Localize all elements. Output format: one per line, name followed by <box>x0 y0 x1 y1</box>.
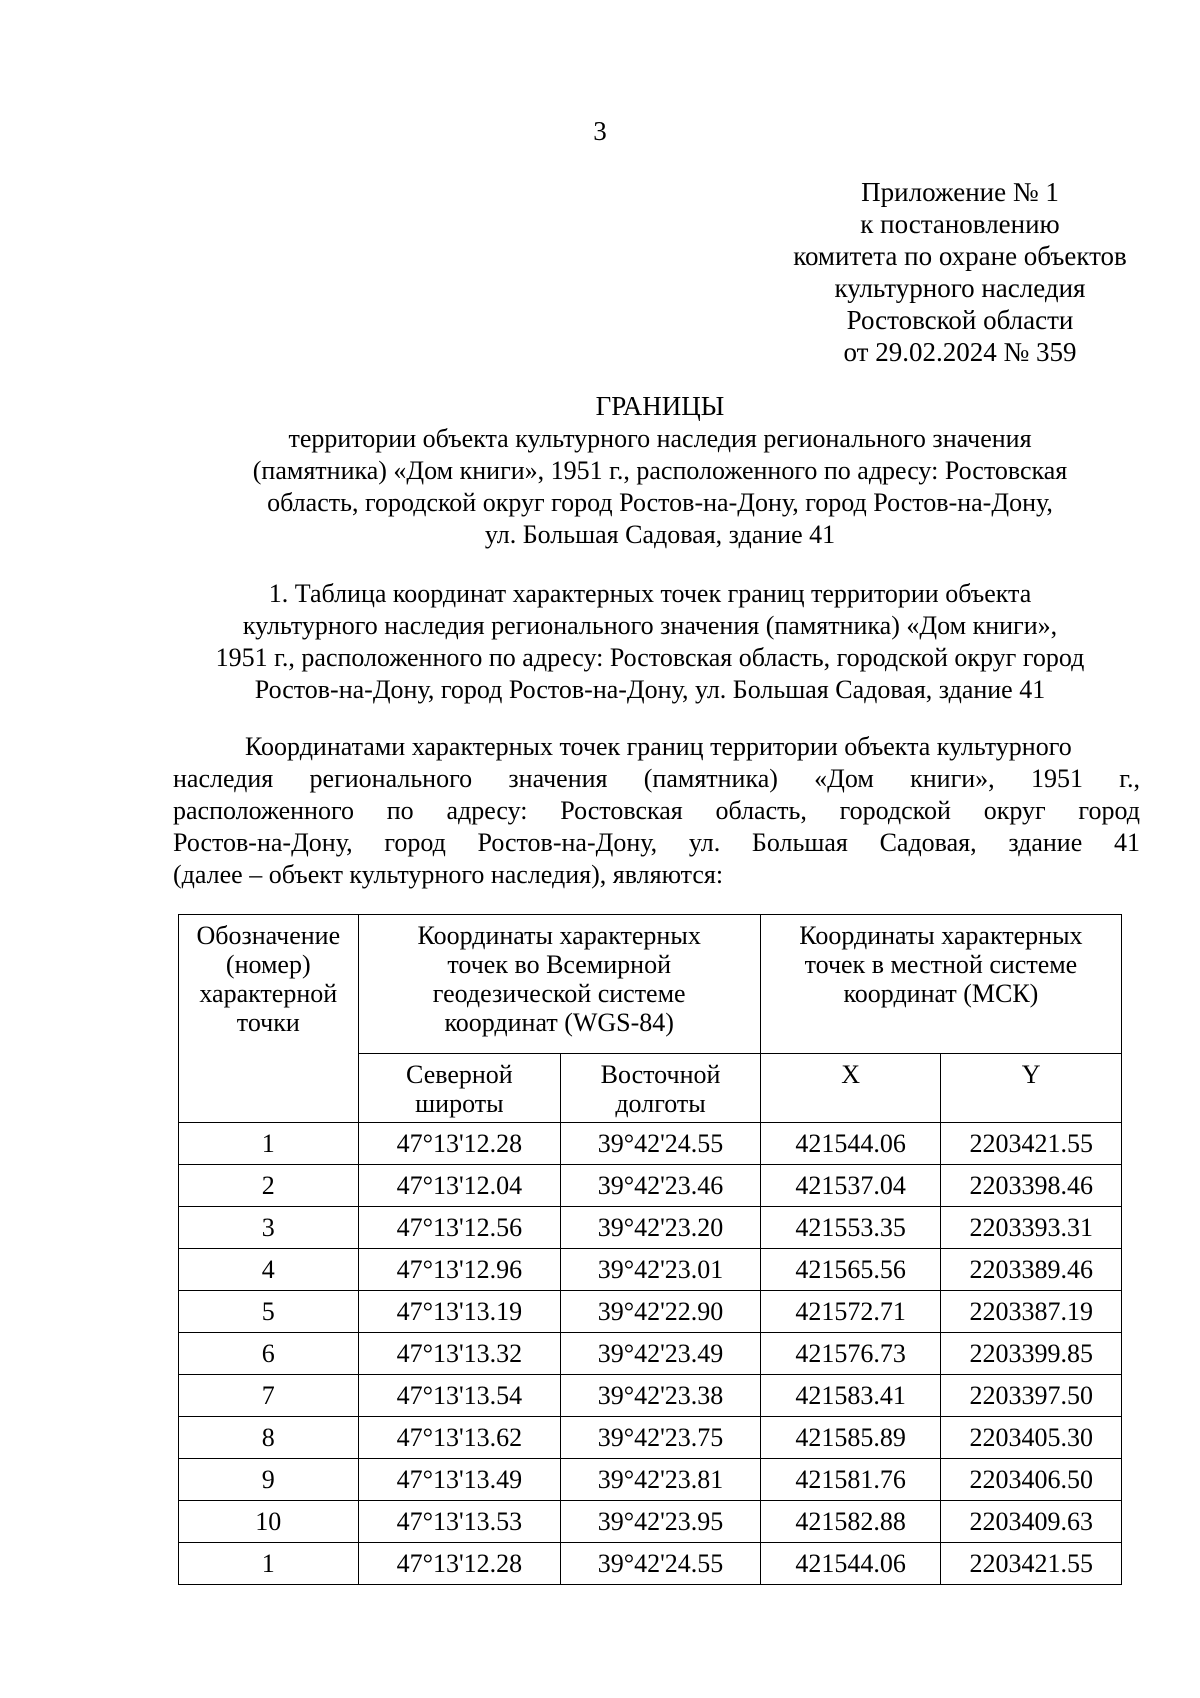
subtitle-line: ул. Большая Садовая, здание 41 <box>484 520 836 549</box>
intro-word: Ростовская <box>560 796 683 825</box>
cell-point: 8 <box>179 1417 359 1459</box>
header-line: Северной <box>406 1060 513 1089</box>
table-row <box>179 1123 1122 1165</box>
document-title: ГРАНИЦЫ <box>595 391 725 421</box>
intro-word: наследия <box>173 764 274 793</box>
cell-y: 2203398.46 <box>941 1165 1122 1207</box>
cell-x: 421544.06 <box>760 1543 941 1585</box>
section-title-line: культурного наследия регионального значения (памятника) «Дом книги», <box>242 611 1058 640</box>
cell-longitude: 39°42'23.75 <box>561 1417 761 1459</box>
cell-point: 9 <box>179 1459 359 1501</box>
intro-line: (далее – объект культурного наследия), являются: <box>173 860 724 889</box>
table-body <box>179 1123 1122 1585</box>
header-x: X <box>760 1054 941 1123</box>
header-longitude <box>561 1054 761 1123</box>
table-row <box>179 1375 1122 1417</box>
cell-latitude: 47°13'12.28 <box>358 1543 561 1585</box>
cell-longitude: 39°42'23.46 <box>561 1165 761 1207</box>
cell-y: 2203393.31 <box>941 1207 1122 1249</box>
cell-x: 421583.41 <box>760 1375 941 1417</box>
cell-latitude: 47°13'13.32 <box>358 1333 561 1375</box>
header-line: Восточной <box>600 1060 721 1089</box>
table-row <box>179 1459 1122 1501</box>
header-line: Координаты характерных <box>417 921 701 950</box>
cell-point: 4 <box>179 1249 359 1291</box>
section-title-line: 1. Таблица координат характерных точек границ территории объекта <box>268 579 1032 608</box>
cell-longitude: 39°42'23.20 <box>561 1207 761 1249</box>
section-title <box>150 578 1150 706</box>
subtitle-line: территории объекта культурного наследия регионального значения <box>288 424 1032 453</box>
intro-word: город <box>1078 796 1140 825</box>
intro-word: Большая <box>751 828 848 857</box>
cell-longitude: 39°42'23.49 <box>561 1333 761 1375</box>
table-row <box>179 1333 1122 1375</box>
cell-point: 3 <box>179 1207 359 1249</box>
cell-x: 421565.56 <box>760 1249 941 1291</box>
cell-longitude: 39°42'24.55 <box>561 1123 761 1165</box>
intro-word: область, <box>715 796 807 825</box>
cell-latitude: 47°13'13.19 <box>358 1291 561 1333</box>
header-line: точек во Всемирной <box>447 950 672 979</box>
cell-x: 421537.04 <box>760 1165 941 1207</box>
subtitle-line: (памятника) «Дом книги», 1951 г., расположенного по адресу: Ростовская <box>252 456 1068 485</box>
cell-x: 421572.71 <box>760 1291 941 1333</box>
cell-x: 421582.88 <box>760 1501 941 1543</box>
document-subtitle <box>180 423 1140 551</box>
header-wgs84 <box>358 915 760 1054</box>
intro-word: значения <box>508 764 608 793</box>
cell-latitude: 47°13'12.04 <box>358 1165 561 1207</box>
intro-line <box>173 827 1140 859</box>
table-row <box>179 1501 1122 1543</box>
cell-latitude: 47°13'12.96 <box>358 1249 561 1291</box>
intro-line <box>173 763 1140 795</box>
cell-longitude: 39°42'24.55 <box>561 1543 761 1585</box>
intro-line: Координатами характерных точек границ территории объекта культурного <box>245 732 1072 761</box>
subtitle-line: область, городской округ город Ростов-на-Дону, город Ростов-на-Дону, <box>267 488 1053 517</box>
cell-y: 2203389.46 <box>941 1249 1122 1291</box>
intro-word: регионального <box>309 764 473 793</box>
table-row <box>179 1291 1122 1333</box>
intro-word: ул. <box>688 828 721 857</box>
page-number: 3 <box>593 116 607 146</box>
cell-longitude: 39°42'23.95 <box>561 1501 761 1543</box>
appendix-line: культурного наследия <box>834 273 1086 303</box>
header-y: Y <box>941 1054 1122 1123</box>
appendix-block <box>730 176 1190 368</box>
header-line: геодезической системе <box>432 979 686 1008</box>
intro-word: Ростов-на-Дону, <box>477 828 658 857</box>
header-line: долготы <box>615 1089 706 1118</box>
header-line: координат (МСК) <box>843 979 1039 1008</box>
intro-word: здание <box>1008 828 1083 857</box>
appendix-line: от 29.02.2024 № 359 <box>843 337 1077 367</box>
cell-x: 421581.76 <box>760 1459 941 1501</box>
header-latitude <box>358 1054 561 1123</box>
intro-word: (памятника) <box>643 764 778 793</box>
cell-y: 2203421.55 <box>941 1543 1122 1585</box>
intro-word: адресу: <box>446 796 528 825</box>
cell-longitude: 39°42'23.01 <box>561 1249 761 1291</box>
intro-word: книги», <box>910 764 995 793</box>
cell-latitude: 47°13'13.62 <box>358 1417 561 1459</box>
intro-word: 41 <box>1113 828 1140 857</box>
table-row <box>179 1543 1122 1585</box>
intro-word: 1951 <box>1030 764 1083 793</box>
intro-word: округ <box>983 796 1046 825</box>
table-row <box>179 1165 1122 1207</box>
cell-point: 6 <box>179 1333 359 1375</box>
appendix-line: Ростовской области <box>846 305 1074 335</box>
intro-word: «Дом <box>814 764 874 793</box>
header-msk <box>760 915 1121 1054</box>
section-title-line: 1951 г., расположенного по адресу: Ростовская область, городской округ город <box>215 643 1085 672</box>
cell-x: 421576.73 <box>760 1333 941 1375</box>
header-line: широты <box>415 1089 504 1118</box>
appendix-line: к постановлению <box>860 209 1060 239</box>
cell-point: 10 <box>179 1501 359 1543</box>
cell-y: 2203397.50 <box>941 1375 1122 1417</box>
header-line: Координаты характерных <box>799 921 1083 950</box>
cell-x: 421585.89 <box>760 1417 941 1459</box>
table-row <box>179 1207 1122 1249</box>
cell-y: 2203421.55 <box>941 1123 1122 1165</box>
cell-point: 7 <box>179 1375 359 1417</box>
intro-paragraph <box>173 731 1140 891</box>
cell-longitude: 39°42'23.38 <box>561 1375 761 1417</box>
header-line: точки <box>236 1008 300 1037</box>
cell-y: 2203406.50 <box>941 1459 1122 1501</box>
intro-word: расположенного <box>173 796 354 825</box>
coordinates-table <box>178 914 1122 1585</box>
appendix-line: Приложение № 1 <box>861 177 1059 207</box>
cell-y: 2203405.30 <box>941 1417 1122 1459</box>
appendix-line: комитета по охране объектов <box>793 241 1127 271</box>
cell-latitude: 47°13'12.28 <box>358 1123 561 1165</box>
cell-latitude: 47°13'13.49 <box>358 1459 561 1501</box>
intro-word: город <box>384 828 446 857</box>
cell-latitude: 47°13'13.53 <box>358 1501 561 1543</box>
cell-y: 2203387.19 <box>941 1291 1122 1333</box>
intro-word: Ростов-на-Дону, <box>173 828 353 857</box>
section-title-line: Ростов-на-Дону, город Ростов-на-Дону, ул. Большая Садовая, здание 41 <box>254 675 1046 704</box>
cell-longitude: 39°42'23.81 <box>561 1459 761 1501</box>
cell-point: 2 <box>179 1165 359 1207</box>
header-line: координат (WGS-84) <box>444 1008 674 1037</box>
table-row <box>179 1249 1122 1291</box>
cell-y: 2203399.85 <box>941 1333 1122 1375</box>
intro-word: по <box>386 796 414 825</box>
cell-point: 5 <box>179 1291 359 1333</box>
header-line: характерной <box>199 979 338 1008</box>
header-point <box>179 915 359 1123</box>
table-header-row <box>179 915 1122 1054</box>
header-line: Обозначение <box>196 921 341 950</box>
header-line: точек в местной системе <box>804 950 1078 979</box>
cell-latitude: 47°13'12.56 <box>358 1207 561 1249</box>
table-row <box>179 1417 1122 1459</box>
cell-x: 421553.35 <box>760 1207 941 1249</box>
intro-word: Садовая, <box>879 828 977 857</box>
cell-point: 1 <box>179 1543 359 1585</box>
header-line: (номер) <box>225 950 311 979</box>
cell-y: 2203409.63 <box>941 1501 1122 1543</box>
intro-word: городской <box>839 796 951 825</box>
cell-x: 421544.06 <box>760 1123 941 1165</box>
intro-word: г., <box>1119 764 1140 793</box>
intro-line <box>173 795 1140 827</box>
cell-longitude: 39°42'22.90 <box>561 1291 761 1333</box>
cell-point: 1 <box>179 1123 359 1165</box>
cell-latitude: 47°13'13.54 <box>358 1375 561 1417</box>
